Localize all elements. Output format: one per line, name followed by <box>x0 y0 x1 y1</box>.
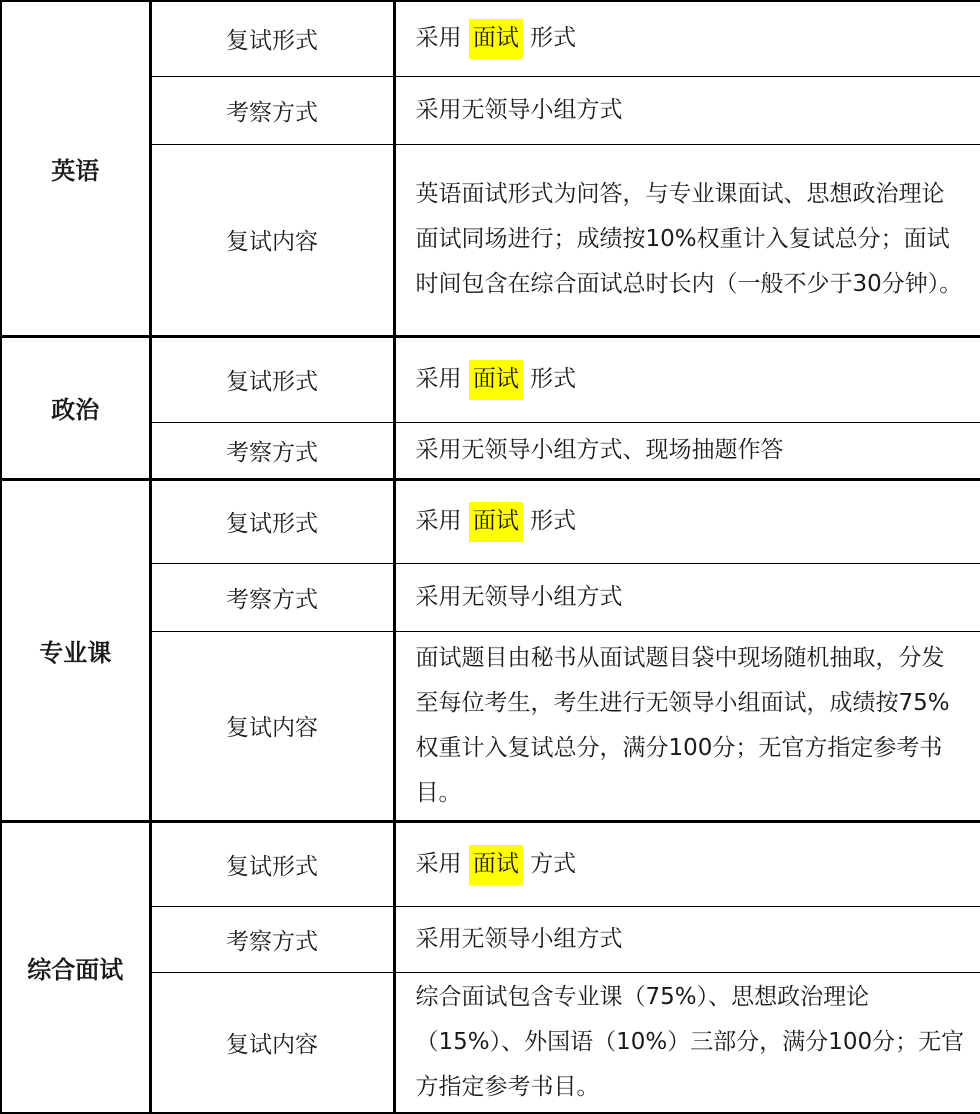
highlight-mark: 面试 <box>469 845 523 885</box>
form-text-after: 方式 <box>522 850 577 877</box>
major-content-cell: 面试题目由秘书从面试题目袋中现场随机抽取，分发至每位考生，考生进行无领导小组面试，成绩按75%权重计入复试总分，满分100分；无官方指定参考书目。 <box>394 631 980 821</box>
form-text-after: 形式 <box>522 366 577 392</box>
item-label-form: 复试形式 <box>150 821 394 906</box>
item-label-content: 复试内容 <box>150 144 394 336</box>
subject-english: 英语 <box>1 1 150 336</box>
highlight-mark: 面试 <box>469 360 523 400</box>
comprehensive-content-cell: 综合面试包含专业课（75%）、思想政治理论（15%）、外国语（10%）三部分，满分100分；无官方指定参考书目。 <box>394 972 980 1113</box>
item-label-method: 考察方式 <box>150 906 394 972</box>
major-method-cell: 采用无领导小组方式 <box>394 563 980 631</box>
english-method-cell: 采用无领导小组方式 <box>394 76 980 144</box>
item-label-method: 考察方式 <box>150 422 394 479</box>
item-label-form: 复试形式 <box>150 1 394 76</box>
table-row <box>1 1 980 76</box>
form-text-after: 形式 <box>522 25 577 52</box>
comprehensive-method-cell: 采用无领导小组方式 <box>394 906 980 972</box>
comprehensive-form-cell <box>394 821 980 906</box>
subject-major: 专业课 <box>1 479 150 821</box>
table-row <box>1 336 980 422</box>
item-label-form: 复试形式 <box>150 479 394 563</box>
subject-politics: 政治 <box>1 336 150 479</box>
highlight-mark: 面试 <box>469 502 523 542</box>
item-label-method: 考察方式 <box>150 563 394 631</box>
english-form-cell <box>394 1 980 76</box>
item-label-form: 复试形式 <box>150 336 394 422</box>
politics-method-cell: 采用无领导小组方式、现场抽题作答 <box>394 422 980 479</box>
form-text-before: 采用 <box>415 366 469 392</box>
form-text-before: 采用 <box>415 850 469 877</box>
item-label-content: 复试内容 <box>150 631 394 821</box>
politics-form-cell <box>394 336 980 422</box>
subject-comprehensive: 综合面试 <box>1 821 150 1113</box>
form-text-before: 采用 <box>415 25 469 52</box>
form-text-before: 采用 <box>415 508 469 534</box>
item-label-content: 复试内容 <box>150 972 394 1113</box>
english-content-cell: 英语面试形式为问答，与专业课面试、思想政治理论面试同场进行；成绩按10%权重计入复试总分；面试时间包含在综合面试总时长内（一般不少于30分钟）。 <box>394 144 980 336</box>
table-row <box>1 821 980 906</box>
item-label-method: 考察方式 <box>150 76 394 144</box>
table-row <box>1 479 980 563</box>
form-text-after: 形式 <box>522 508 577 534</box>
highlight-mark: 面试 <box>469 19 523 59</box>
major-form-cell <box>394 479 980 563</box>
